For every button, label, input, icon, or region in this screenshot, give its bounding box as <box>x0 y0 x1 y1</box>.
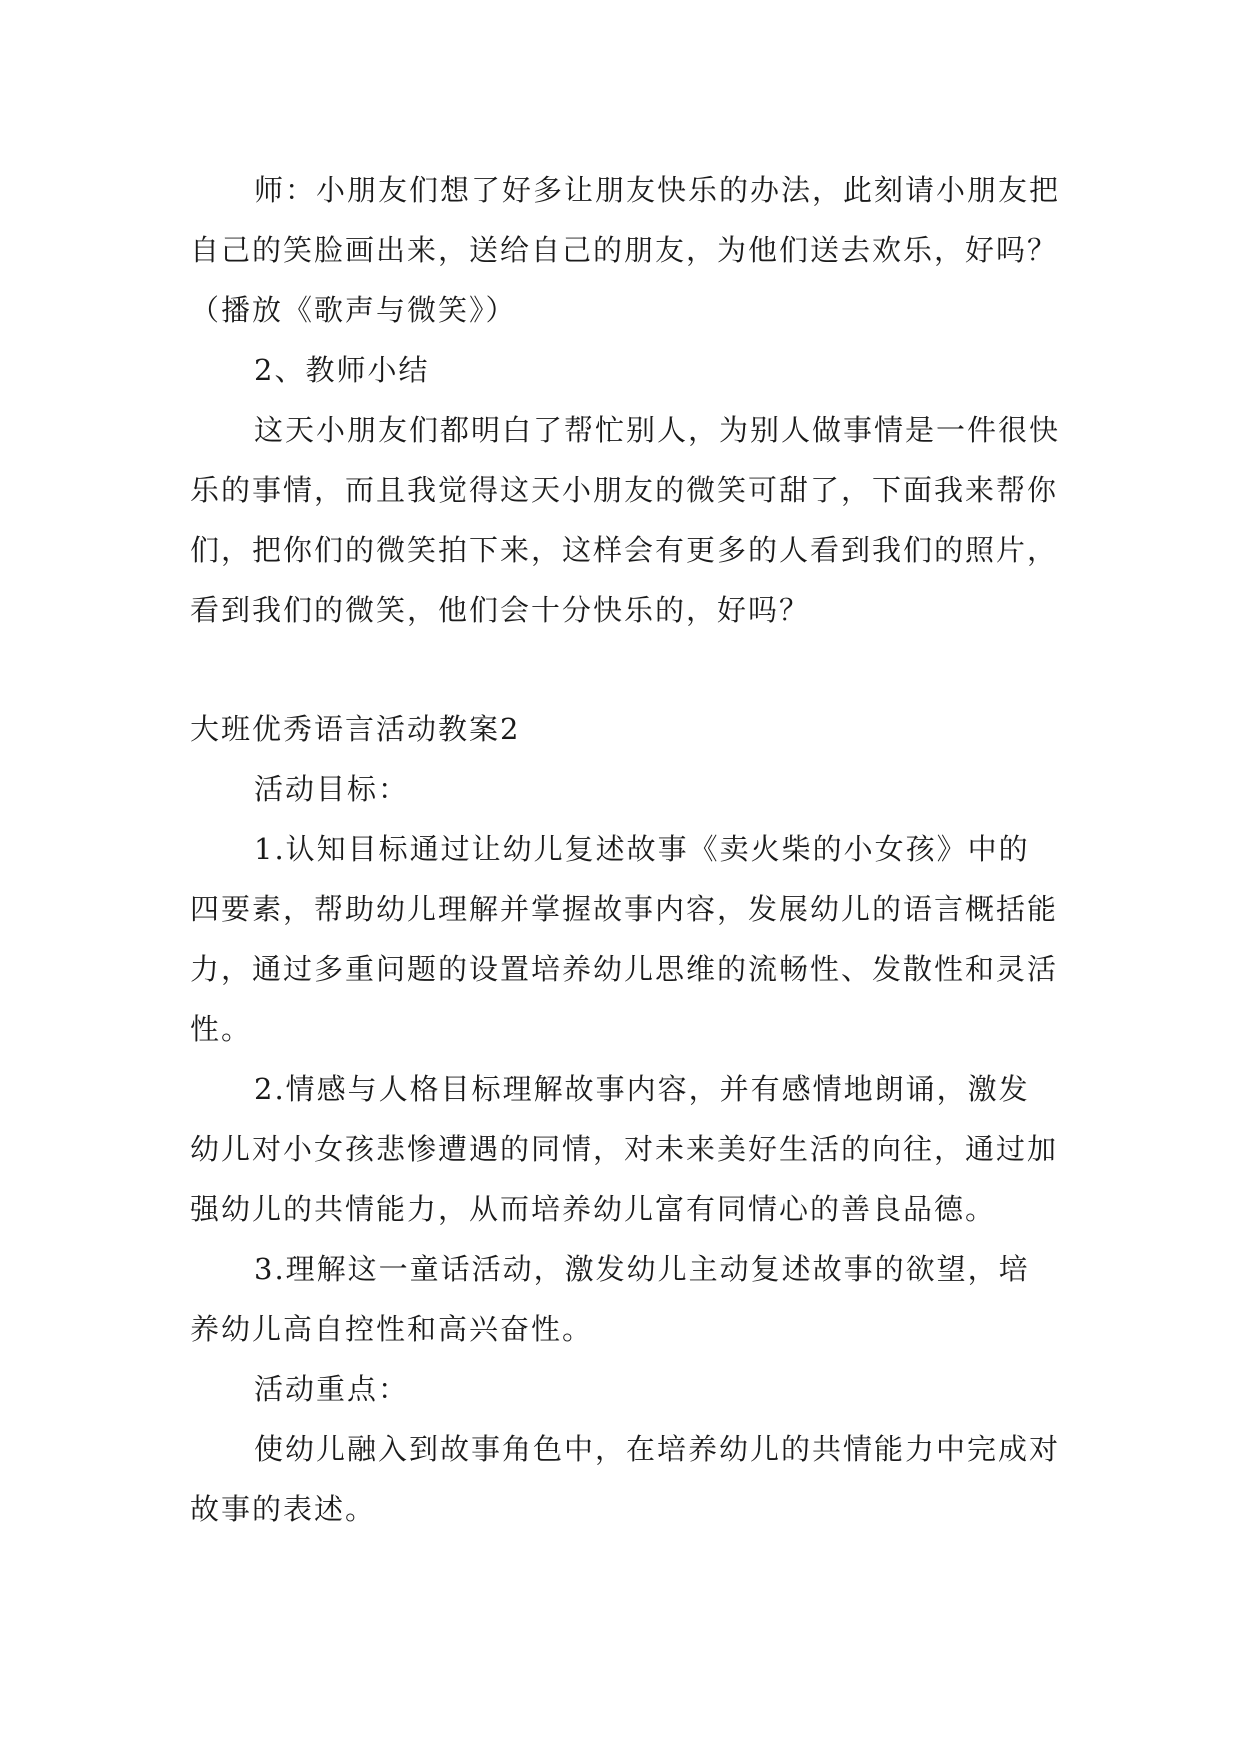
section-title: 大班优秀语言活动教案2 <box>190 712 521 746</box>
paragraph-teacher-speech: 师：小朋友们想了好多让朋友快乐的办法，此刻请小朋友把自己的笑脸画出来，送给自己的朋友，为他们送去欢乐，好吗？（播放《歌声与微笑》） <box>190 173 1061 327</box>
paragraph-teacher-summary: 这天小朋友们都明白了帮忙别人，为别人做事情是一件很快乐的事情，而且我觉得这天小朋友的微笑可甜了，下面我来帮你们，把你们的微笑拍下来，这样会有更多的人看到我们的照片，看到我们的微笑，他们会十分快乐的，好吗？ <box>190 413 1061 627</box>
document-body <box>190 160 1060 1539</box>
paragraph-key-points-heading: 活动重点： <box>254 1372 410 1406</box>
paragraph-goal-activity: 3.理解这一童话活动，激发幼儿主动复述故事的欲望，培养幼儿高自控性和高兴奋性。 <box>190 1252 1030 1346</box>
paragraph-goal-emotional: 2.情感与人格目标理解故事内容，并有感情地朗诵，激发幼儿对小女孩悲惨遭遇的同情，对未来美好生活的向往，通过加强幼儿的共情能力，从而培养幼儿富有同情心的善良品德。 <box>190 1072 1059 1226</box>
paragraph-goals-heading: 活动目标： <box>254 772 410 806</box>
paragraph-key-points: 使幼儿融入到故事角色中，在培养幼儿的共情能力中完成对故事的表述。 <box>190 1432 1061 1526</box>
paragraph-teacher-summary-heading: 2、教师小结 <box>254 353 430 387</box>
paragraph-goal-cognitive: 1.认知目标通过让幼儿复述故事《卖火柴的小女孩》中的四要素，帮助幼儿理解并掌握故事内容，发展幼儿的语言概括能力，通过多重问题的设置培养幼儿思维的流畅性、发散性和灵活性。 <box>190 832 1059 1046</box>
